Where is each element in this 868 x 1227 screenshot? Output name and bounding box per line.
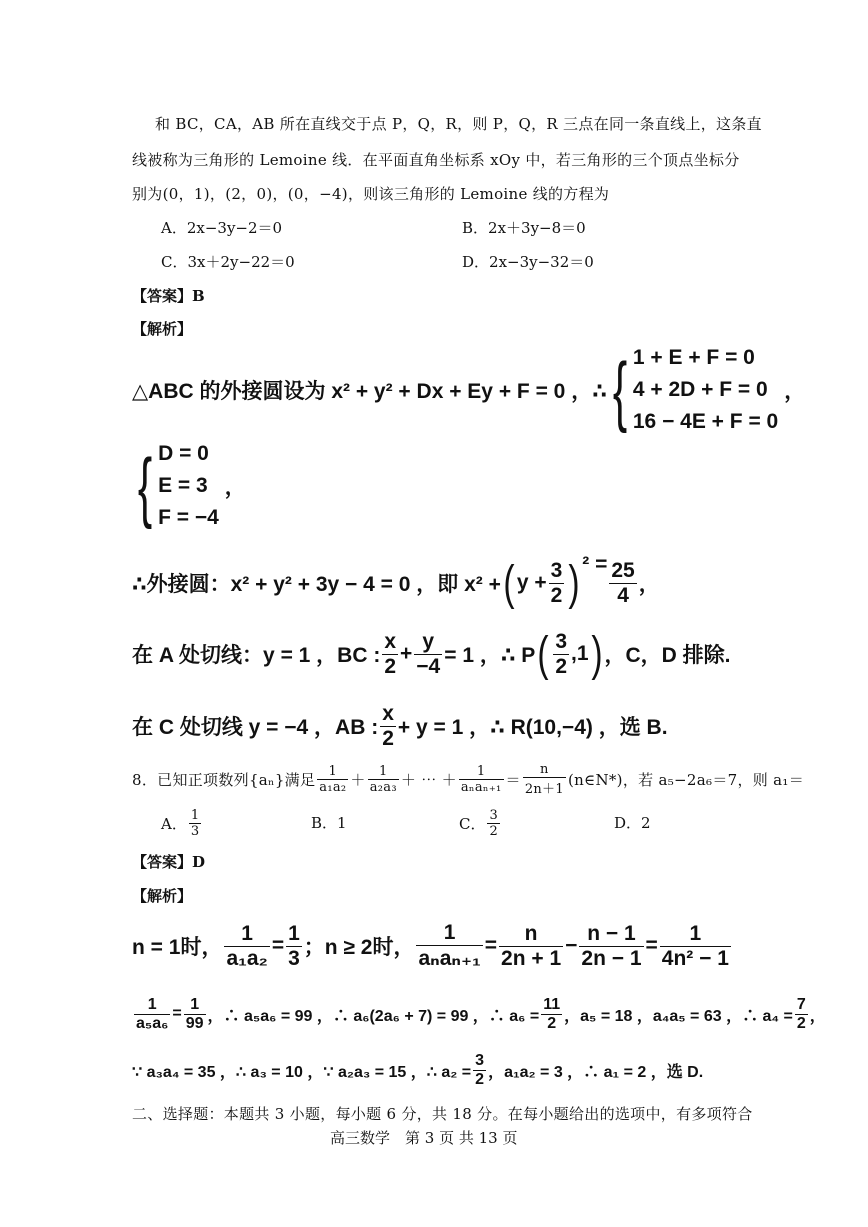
- q7-system-1: [633, 342, 778, 438]
- q7-system-1-eq3: 16 − 4E + F = 0: [632, 410, 779, 433]
- q7-solution-step2: [132, 440, 246, 532]
- fraction: $\frac{n - 1}{2n - 1}$: [581, 921, 642, 970]
- q8-option-c: C． $\frac{3}{2}$: [459, 807, 498, 839]
- q7-step3-text-b: y +: [516, 571, 547, 594]
- fraction: $\frac{x}{2}$: [382, 701, 394, 750]
- left-paren-icon: (: [503, 556, 515, 610]
- q7-step3-text-a: ∴外接圆：x² + y² + 3y − 4 = 0 ，即 x² +: [132, 573, 501, 596]
- q7-option-a: A．2x−3y−2＝0: [161, 219, 283, 237]
- q8-solution-step1: n = 1时， $\frac{1}{\text{a₁a₂}}$ = $\frac{1}{3}$ ；n ≥ 2时， $\frac{1}{\text{aₙaₙ₊₁}}$ = $\frac{n}{2n + 1}$ − $\frac{n - 1}{2n - 1}$ = $\frac{1}{\text{4n² − 1}}$: [132, 921, 729, 970]
- fraction: $\frac{1}{\text{aₙaₙ₊₁}}$: [460, 763, 502, 795]
- fraction: $\frac{1}{3}$: [190, 807, 200, 839]
- left-brace-icon: {: [612, 346, 628, 434]
- fraction: $\frac{3}{2}$: [475, 1051, 485, 1088]
- q7-system-2: [158, 438, 219, 534]
- page-footer: 高三数学 第 3 页 共 13 页: [330, 1129, 518, 1147]
- q7-system-2-eq2: E = 3: [158, 474, 208, 497]
- q7-step3-tail: ，: [638, 573, 660, 596]
- fraction: $\frac{11}{2}$: [543, 995, 561, 1032]
- q8-option-d: D．2: [614, 814, 651, 832]
- fraction: $\frac{y}{-4}$: [416, 629, 441, 678]
- fraction: $\frac{7}{2}$: [796, 995, 806, 1032]
- fraction: $\frac{1}{\text{a₁a₂}}$: [319, 763, 347, 795]
- q7-system-1-eq1: 1 + E + F = 0: [632, 346, 755, 369]
- q7-step5-text-b: + y = 1 ，∴ R(10,−4) ，选 B.: [397, 716, 668, 739]
- fraction: $\frac{1}{99}$: [185, 995, 204, 1032]
- equals-sign: =: [645, 934, 658, 957]
- fraction: $\frac{x}{2}$: [384, 629, 397, 678]
- q7-answer: 【答案】B: [132, 287, 205, 305]
- right-paren-icon: ): [590, 627, 603, 681]
- q8-option-b: B．1: [311, 814, 347, 832]
- q7-stem-line3: 别为(0，1)，(2，0)，(0，−4)，则该三角形的 Lemoine 线的方程为: [132, 185, 610, 203]
- q8-option-a: A． $\frac{1}{3}$: [161, 807, 200, 839]
- q7-solution-step1: [132, 345, 805, 435]
- q7-step3-text-c: ² =: [582, 553, 608, 576]
- fraction: $\frac{3}{2}$: [489, 807, 498, 839]
- fraction: $\frac{1}{\text{aₙaₙ₊₁}}$: [418, 921, 481, 970]
- q7-system-2-eq3: F = −4: [158, 506, 219, 529]
- q8-stem-text-b: (n∈N*)，若 a₅−2a₆＝7，则 a₁＝: [567, 770, 804, 789]
- fraction: $\frac{1}{\text{a₁a₂}}$: [226, 921, 268, 970]
- q7-option-d: D．2x−3y−32＝0: [462, 253, 594, 271]
- q7-stem-line2: 线被称为三角形的 Lemoine 线．在平面直角坐标系 xOy 中，若三角形的三个顶点坐标分: [132, 151, 740, 169]
- q8-stem: [132, 758, 804, 800]
- fraction: $\frac{1}{\text{a₅a₆}}$: [136, 995, 169, 1032]
- q7-step4-text-c: ,1: [571, 642, 589, 665]
- fraction: $\frac{25}{4}$: [611, 558, 635, 607]
- q8-solution-step3: ∵ a₃a₄ = 35 ，∴ a₃ = 10 ，∵ a₂a₃ = 15 ，∴ a₂ = $\frac{3}{2}$ ，a₁a₂ = 3 ，∴ a₁ = 2 ，选 D.: [132, 1051, 704, 1088]
- q8-stem-dots: ＋ ⋯ ＋: [400, 770, 457, 789]
- fraction: $\frac{3}{2}$: [550, 558, 563, 607]
- right-paren-icon: ): [568, 556, 580, 610]
- q7-system-1-eq2: 4 + 2D + F = 0: [632, 378, 768, 401]
- q7-option-c: C．3x＋2y−22＝0: [161, 253, 295, 271]
- q7-solution-step5: [132, 695, 668, 757]
- q8-solution-step2: $\frac{1}{\text{a₅a₆}}$ = $\frac{1}{99}$ ，∴ a₅a₆ = 99 ，∴ a₆(2a₆ + 7) = 99 ，∴ a₆ = $\frac{11}{2}$ ，a₅ = 18 ，a₄a₅ = 63 ，∴ a₄ = $\frac{7}{2}$ ，: [136, 995, 826, 1032]
- q7-step4-text-a: 在 A 处切线：y = 1 ，BC :: [132, 644, 381, 667]
- q7-solution-step4: [132, 623, 731, 685]
- equals-sign: =: [172, 1005, 182, 1022]
- equals-sign: =: [484, 934, 498, 957]
- q8-stem-text-a: 8．已知正项数列{aₙ}满足: [132, 770, 316, 789]
- q7-option-b: B．2x＋3y−8＝0: [462, 219, 586, 237]
- left-paren-icon: (: [537, 627, 549, 681]
- fraction: $\frac{n}{2n+1}$: [524, 761, 564, 797]
- q7-step4-tail: ，C，D 排除.: [604, 644, 731, 667]
- plus-sign: +: [400, 642, 413, 665]
- q8-answer: 【答案】D: [132, 853, 206, 871]
- left-brace-icon: {: [137, 442, 153, 530]
- section-2-heading: 二、选择题：本题共 3 小题，每小题 6 分，共 18 分。在每小题给出的选项中，有多项符合: [132, 1105, 753, 1123]
- q7-stem-line1: 和 BC，CA，AB 所在直线交于点 P，Q，R，则 P，Q，R 三点在同一条直线上，这条直: [155, 115, 762, 133]
- q7-step2-tail: ，: [224, 476, 246, 499]
- q7-analysis-label: 【解析】: [132, 320, 193, 338]
- fraction: $\frac{1}{\text{4n² − 1}}$: [661, 921, 729, 970]
- q7-step1-tail: ，: [784, 380, 806, 403]
- equals-sign: ＝: [505, 770, 521, 789]
- fraction: $\frac{1}{3}$: [288, 921, 300, 970]
- fraction: $\frac{3}{2}$: [555, 629, 567, 678]
- q8-analysis-label: 【解析】: [132, 887, 193, 905]
- q7-step1-text: △ABC 的外接圆设为 x² + y² + Dx + Ey + F = 0 ，∴: [132, 380, 607, 403]
- fraction: $\frac{1}{\text{a₂a₃}}$: [369, 763, 397, 795]
- q7-step4-text-b: = 1 ，∴ P: [444, 644, 536, 667]
- q7-step5-text-a: 在 C 处切线 y = −4 ，AB :: [132, 716, 379, 739]
- q7-solution-step3: [132, 553, 660, 613]
- q7-system-2-eq1: D = 0: [158, 442, 209, 465]
- fraction: $\frac{n}{2n + 1}$: [501, 921, 562, 970]
- plus-sign: ＋: [350, 770, 366, 789]
